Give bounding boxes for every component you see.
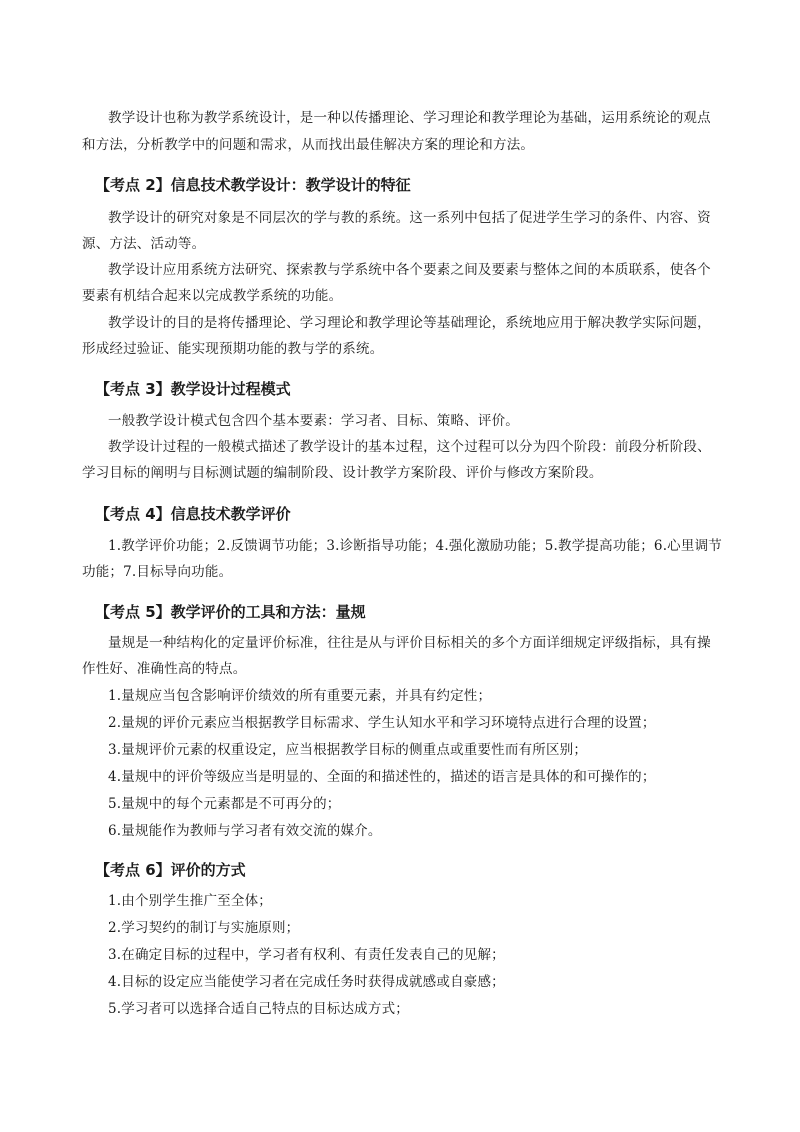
section-5-heading: 【考点 5】教学评价的工具和方法：量规 [95, 603, 366, 621]
section-3-heading: 【考点 3】教学设计过程模式 [95, 380, 291, 398]
section-6-heading: 【考点 6】评价的方式 [95, 861, 246, 879]
section-3-paragraph-1: 一般教学设计模式包含四个基本要素：学习者、目标、策略、评价。 [108, 413, 519, 429]
section-2-heading: 【考点 2】信息技术教学设计：教学设计的特征 [95, 176, 411, 194]
section-2-paragraph-1-line-1: 教学设计的研究对象是不同层次的学与教的系统。这一系列中包括了促进学生学习的条件、内容、资 [108, 210, 711, 226]
section-3-paragraph-2-line-1: 教学设计过程的一般模式描述了教学设计的基本过程，这个过程可以分为四个阶段：前段分析阶段、 [108, 439, 711, 455]
intro-paragraph-line-1: 教学设计也称为教学系统设计，是一种以传播理论、学习理论和教学理论为基础，运用系统论的观点 [108, 110, 711, 126]
section-5-paragraph-line-2: 作性好、准确性高的特点。 [82, 661, 247, 677]
section-6-list-item: 4.目标的设定应当能使学习者在完成任务时获得成就感或自豪感； [108, 974, 505, 990]
section-5-list-item: 6.量规能作为教师与学习者有效交流的媒介。 [108, 823, 382, 839]
section-2-paragraph-3-line-1: 教学设计的目的是将传播理论、学习理论和教学理论等基础理论，系统地应用于解决教学实际问题， [108, 315, 711, 331]
section-5-list-item: 5.量规中的每个元素都是不可再分的； [108, 796, 341, 812]
section-2-paragraph-3-line-2: 形成经过验证、能实现预期功能的教与学的系统。 [82, 341, 384, 357]
section-2-paragraph-1-line-2: 源、方法、活动等。 [82, 236, 206, 252]
section-5-list-item: 1.量规应当包含影响评价绩效的所有重要元素，并具有约定性； [108, 688, 492, 704]
section-2-paragraph-2-line-1: 教学设计应用系统方法研究、探索教与学系统中各个要素之间及要素与整体之间的本质联系，使各个 [108, 262, 711, 278]
section-5-list-item: 2.量规的评价元素应当根据教学目标需求、学生认知水平和学习环境特点进行合理的设置； [108, 715, 656, 731]
section-5-list-item: 3.量规评价元素的权重设定，应当根据教学目标的侧重点或重要性而有所区别； [108, 742, 588, 758]
section-6-list-item: 5.学习者可以选择合适自己特点的目标达成方式； [108, 1001, 409, 1017]
section-4-heading: 【考点 4】信息技术教学评价 [95, 505, 291, 523]
section-6-list-item: 2.学习契约的制订与实施原则； [108, 920, 300, 936]
section-5-paragraph-line-1: 量规是一种结构化的定量评价标准，往往是从与评价目标相关的多个方面详细规定评级指标，具有操 [108, 635, 711, 651]
section-6-list-item: 3.在确定目标的过程中，学习者有权利、有责任发表自己的见解； [108, 947, 505, 963]
section-4-list-line-1: 1.教学评价功能；2.反馈调节功能；3.诊断指导功能；4.强化激励功能；5.教学提高功能；6.心里调节 [108, 538, 722, 554]
section-2-paragraph-2-line-2: 要素有机结合起来以完成教学系统的功能。 [82, 288, 343, 304]
section-5-list-item: 4.量规中的评价等级应当是明显的、全面的和描述性的，描述的语言是具体的和可操作的； [108, 769, 656, 785]
intro-paragraph-line-2: 和方法，分析教学中的问题和需求，从而找出最佳解决方案的理论和方法。 [82, 137, 535, 153]
section-4-list-line-2: 功能；7.目标导向功能。 [82, 564, 233, 580]
section-6-list-item: 1.由个别学生推广至全体； [108, 893, 272, 909]
section-3-paragraph-2-line-2: 学习目标的阐明与目标测试题的编制阶段、设计教学方案阶段、评价与修改方案阶段。 [82, 465, 603, 481]
